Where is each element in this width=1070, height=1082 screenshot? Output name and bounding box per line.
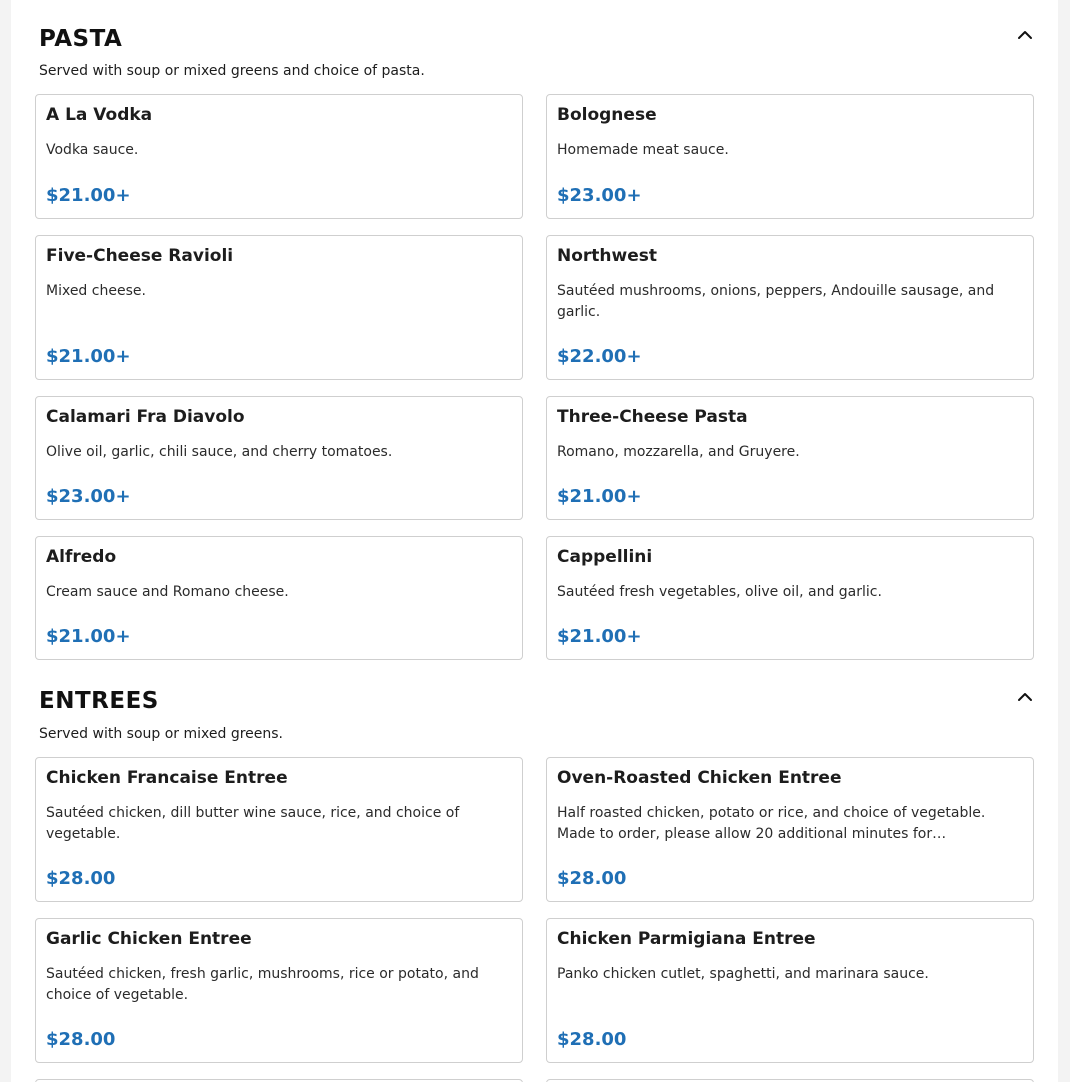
menu-item-card[interactable] [546, 94, 1034, 219]
menu-item-card[interactable] [35, 536, 523, 660]
menu-item-card[interactable] [546, 757, 1034, 902]
menu-item-card[interactable] [35, 918, 523, 1063]
item-name: Alfredo [46, 547, 117, 567]
item-name: Chicken Parmigiana Entree [557, 929, 816, 949]
menu-item-card[interactable] [546, 536, 1034, 660]
section-header-entrees [39, 686, 1035, 716]
menu-item-card[interactable] [546, 918, 1034, 1063]
item-price: $28.00 [46, 868, 116, 889]
collapse-section-button[interactable] [1015, 26, 1035, 46]
item-description: Sautéed mushrooms, onions, peppers, Andouille sausage, and garlic. [557, 283, 995, 320]
item-description: Romano, mozzarella, and Gruyere. [557, 444, 800, 460]
item-name: Chicken Francaise Entree [46, 768, 288, 788]
section-description: Served with soup or mixed greens and choice of pasta. [39, 63, 425, 79]
item-price: $21.00+ [46, 185, 131, 206]
item-description: Olive oil, garlic, chili sauce, and cherry tomatoes. [46, 444, 393, 460]
item-price: $23.00+ [46, 486, 131, 507]
collapse-section-button[interactable] [1015, 688, 1035, 708]
chevron-up-icon [1015, 26, 1035, 46]
item-price: $28.00 [46, 1029, 116, 1050]
item-description: Sautéed fresh vegetables, olive oil, and garlic. [557, 584, 882, 600]
item-price: $23.00+ [557, 185, 642, 206]
item-name: Bolognese [557, 105, 657, 125]
menu-item-card[interactable] [546, 235, 1034, 380]
item-name: Three-Cheese Pasta [557, 407, 748, 427]
item-price: $28.00 [557, 1029, 627, 1050]
item-price: $21.00+ [557, 486, 642, 507]
section-description: Served with soup or mixed greens. [39, 726, 283, 742]
section-title: ENTREES [39, 688, 159, 714]
item-description: Sautéed chicken, fresh garlic, mushrooms, rice or potato, and choice of vegetable. [46, 966, 479, 1003]
item-price: $21.00+ [46, 346, 131, 367]
item-name: Garlic Chicken Entree [46, 929, 252, 949]
item-description: Homemade meat sauce. [557, 142, 729, 158]
item-description: Cream sauce and Romano cheese. [46, 584, 289, 600]
item-name: Cappellini [557, 547, 653, 567]
menu-item-card[interactable] [35, 235, 523, 380]
item-description: Mixed cheese. [46, 283, 146, 299]
menu-item-card[interactable] [546, 396, 1034, 520]
item-description: Panko chicken cutlet, spaghetti, and marinara sauce. [557, 966, 929, 982]
menu-item-card[interactable] [35, 396, 523, 520]
item-name: Five-Cheese Ravioli [46, 246, 234, 266]
menu-item-card[interactable] [35, 94, 523, 219]
section-header-pasta [39, 24, 1035, 54]
item-description: Half roasted chicken, potato or rice, and choice of vegetable. Made to order, please allow 20 additional minutes for… [557, 805, 986, 842]
item-name: A La Vodka [46, 105, 153, 125]
item-price: $28.00 [557, 868, 627, 889]
item-name: Oven-Roasted Chicken Entree [557, 768, 842, 788]
item-name: Calamari Fra Diavolo [46, 407, 245, 427]
item-description: Sautéed chicken, dill butter wine sauce, rice, and choice of vegetable. [46, 805, 460, 842]
chevron-up-icon [1015, 688, 1035, 708]
section-title: PASTA [39, 26, 123, 52]
item-price: $21.00+ [46, 626, 131, 647]
item-price: $21.00+ [557, 626, 642, 647]
item-name: Northwest [557, 246, 657, 266]
menu-page [11, 0, 1058, 1082]
item-description: Vodka sauce. [46, 142, 139, 158]
item-price: $22.00+ [557, 346, 642, 367]
menu-item-card[interactable] [35, 757, 523, 902]
